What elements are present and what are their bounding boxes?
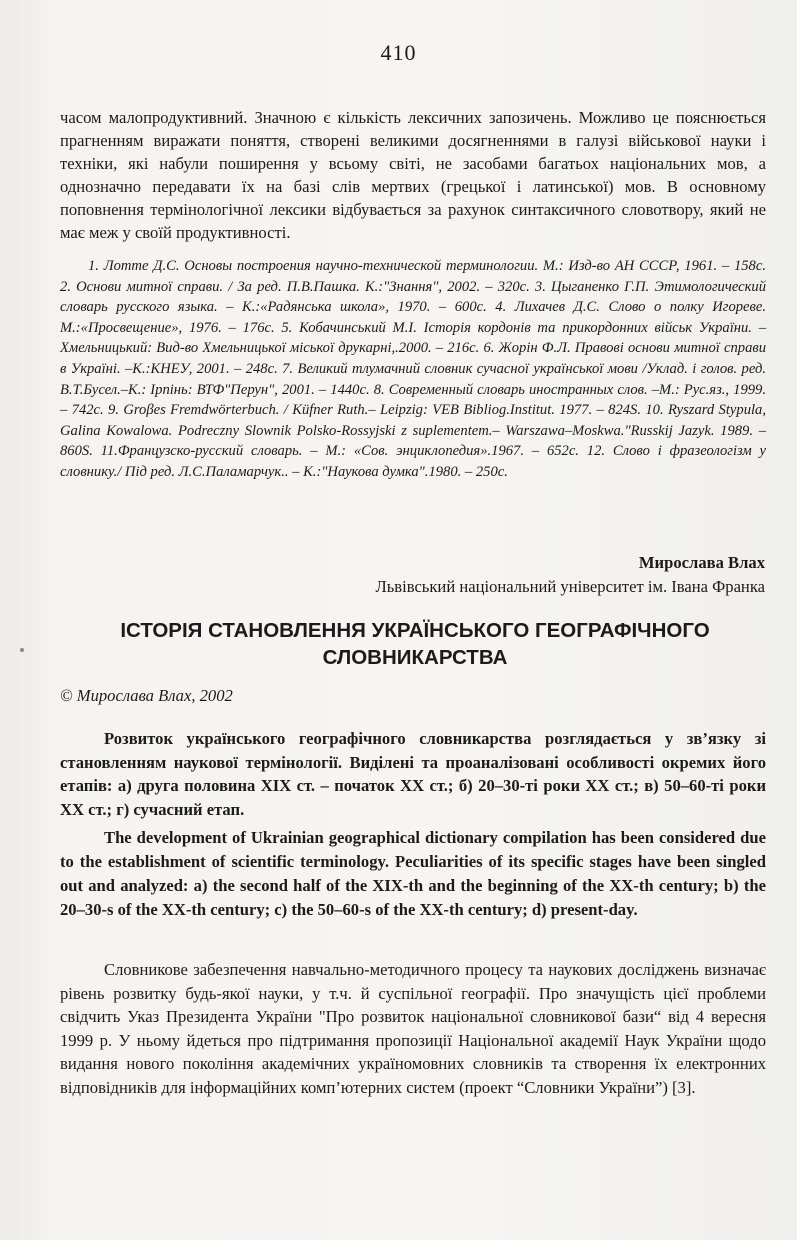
article-title: ІСТОРІЯ СТАНОВЛЕННЯ УКРАЇНСЬКОГО ГЕОГРАФІЧНОГО СЛОВНИКАРСТВА xyxy=(120,619,710,669)
scan-speck xyxy=(20,648,24,652)
body-paragraph: Словникове забезпечення навчально-методичного процесу та наукових досліджень визначає рівень розвитку будь-якої науки, у т.ч. й суспільної географії. Про значущість цієї проблеми свідчить Указ Президента України "Про розвиток національної словникової бази“ від 4 вересня 1999 р. У ньому йдеться про підтримання пропозиції Національної академії Наук України щодо видання нового покоління академічних україномовних словників та створення їх електронних відповідників для інформаційних комп’ютерних систем (проект “Словники України”) [3]. xyxy=(60,960,766,1097)
author-name: Мирослава Влах xyxy=(638,553,765,572)
abstract-english: The development of Ukrainian geographical dictionary compilation has been considered due to the establishment of scientific terminology. Peculiarities of its specific stages have been singled out and analyzed: a) the second half of the XIX-th and the beginning of the XX-th century; b) the 20–30-s of the XX-th century; c) the 50–60-s of the XX-th century; d) present-day. xyxy=(60,828,766,919)
references-text: 1. Лотте Д.С. Основы построения научно-технической терминологии. М.: Изд-во АН СССР, 1961. – 158с. 2. Основи митної справи. / За ред. П.В.Пашка. К.:"Знання", 2002. – 320с. 3. Цыганенко Г.П. Этимологический словарь русского языка. – К.:«Радянська школа», 1970. – 600с. 4. Лихачев Д.С. Слово о полку Игореве. М.:«Просвещение», 1976. – 176с. 5. Кобачинський М.І. Історія кордонів та прикордонних військ України. – Хмельницький: Вид-во Хмельницької міської друкарні,.2000. – 216с. 6. Жорін Ф.Л. Правові основи митної справи в Україні. –К.:КНЕУ, 2001. – 248с. 7. Великий тлумачний словник сучасної української мови /Уклад. і голов. ред. В.Т.Бусел.–К.: Ірпінь: ВТФ"Перун", 2001. – 1440с. 8. Современный словарь иностранных слов. –М.: Рус.яз., 1999. – 742с. 9. Groβes Fremdwörterbuch. / Küfner Ruth.– Leipzig: VEB Bibliog.Institut. 1977. – 824S. 10. Ryszard Stypula, Galina Kowalowa. Podreczny Slownik Polsko-Rossyjski z suplementem.– Warszawa–Moskwa."Russkij Jazyk. 1989. – 860S. 11.Французско-русский словарь. – М.: «Сов. энциклопедия».1967. – 652с. 12. Слово і фразеологізм у словнику./ Під ред. Л.С.Паламарчук.. – К.:"Наукова думка".1980. – 250с. xyxy=(60,258,766,480)
copyright-line: © Мирослава Влах, 2002 xyxy=(60,686,233,705)
continuation-paragraph: часом малопродуктивний. Значною є кількість лексичних запозичень. Можливо це пояснюється прагненням виражати поняття, створені великими досягненнями в галузі військової науки і техніки, які набули поширення у всьому світі, не засобами багатьох національних мов, а однозначно передавати їх на базі слів мертвих (грецької і латинської) мов. В основному поповнення термінологічної лексики відбувається за рахунок синтаксичного словотвору, який не має меж у своїй продуктивності. xyxy=(60,108,766,242)
page-number: 410 xyxy=(380,40,417,65)
author-affiliation: Львівський національний університет ім. Івана Франка xyxy=(375,577,765,596)
references-list xyxy=(60,256,766,483)
abstract-ukrainian: Розвиток українського географічного словникарства розглядається у зв’язку зі становленням наукової термінології. Виділені та проаналізовані особливості окремих його етапів: а) друга половина ХІХ ст. – початок ХХ ст.; б) 20–30-ті роки ХХ ст.; в) 50–60-ті роки ХХ ст.; г) сучасний етап. xyxy=(60,729,766,819)
